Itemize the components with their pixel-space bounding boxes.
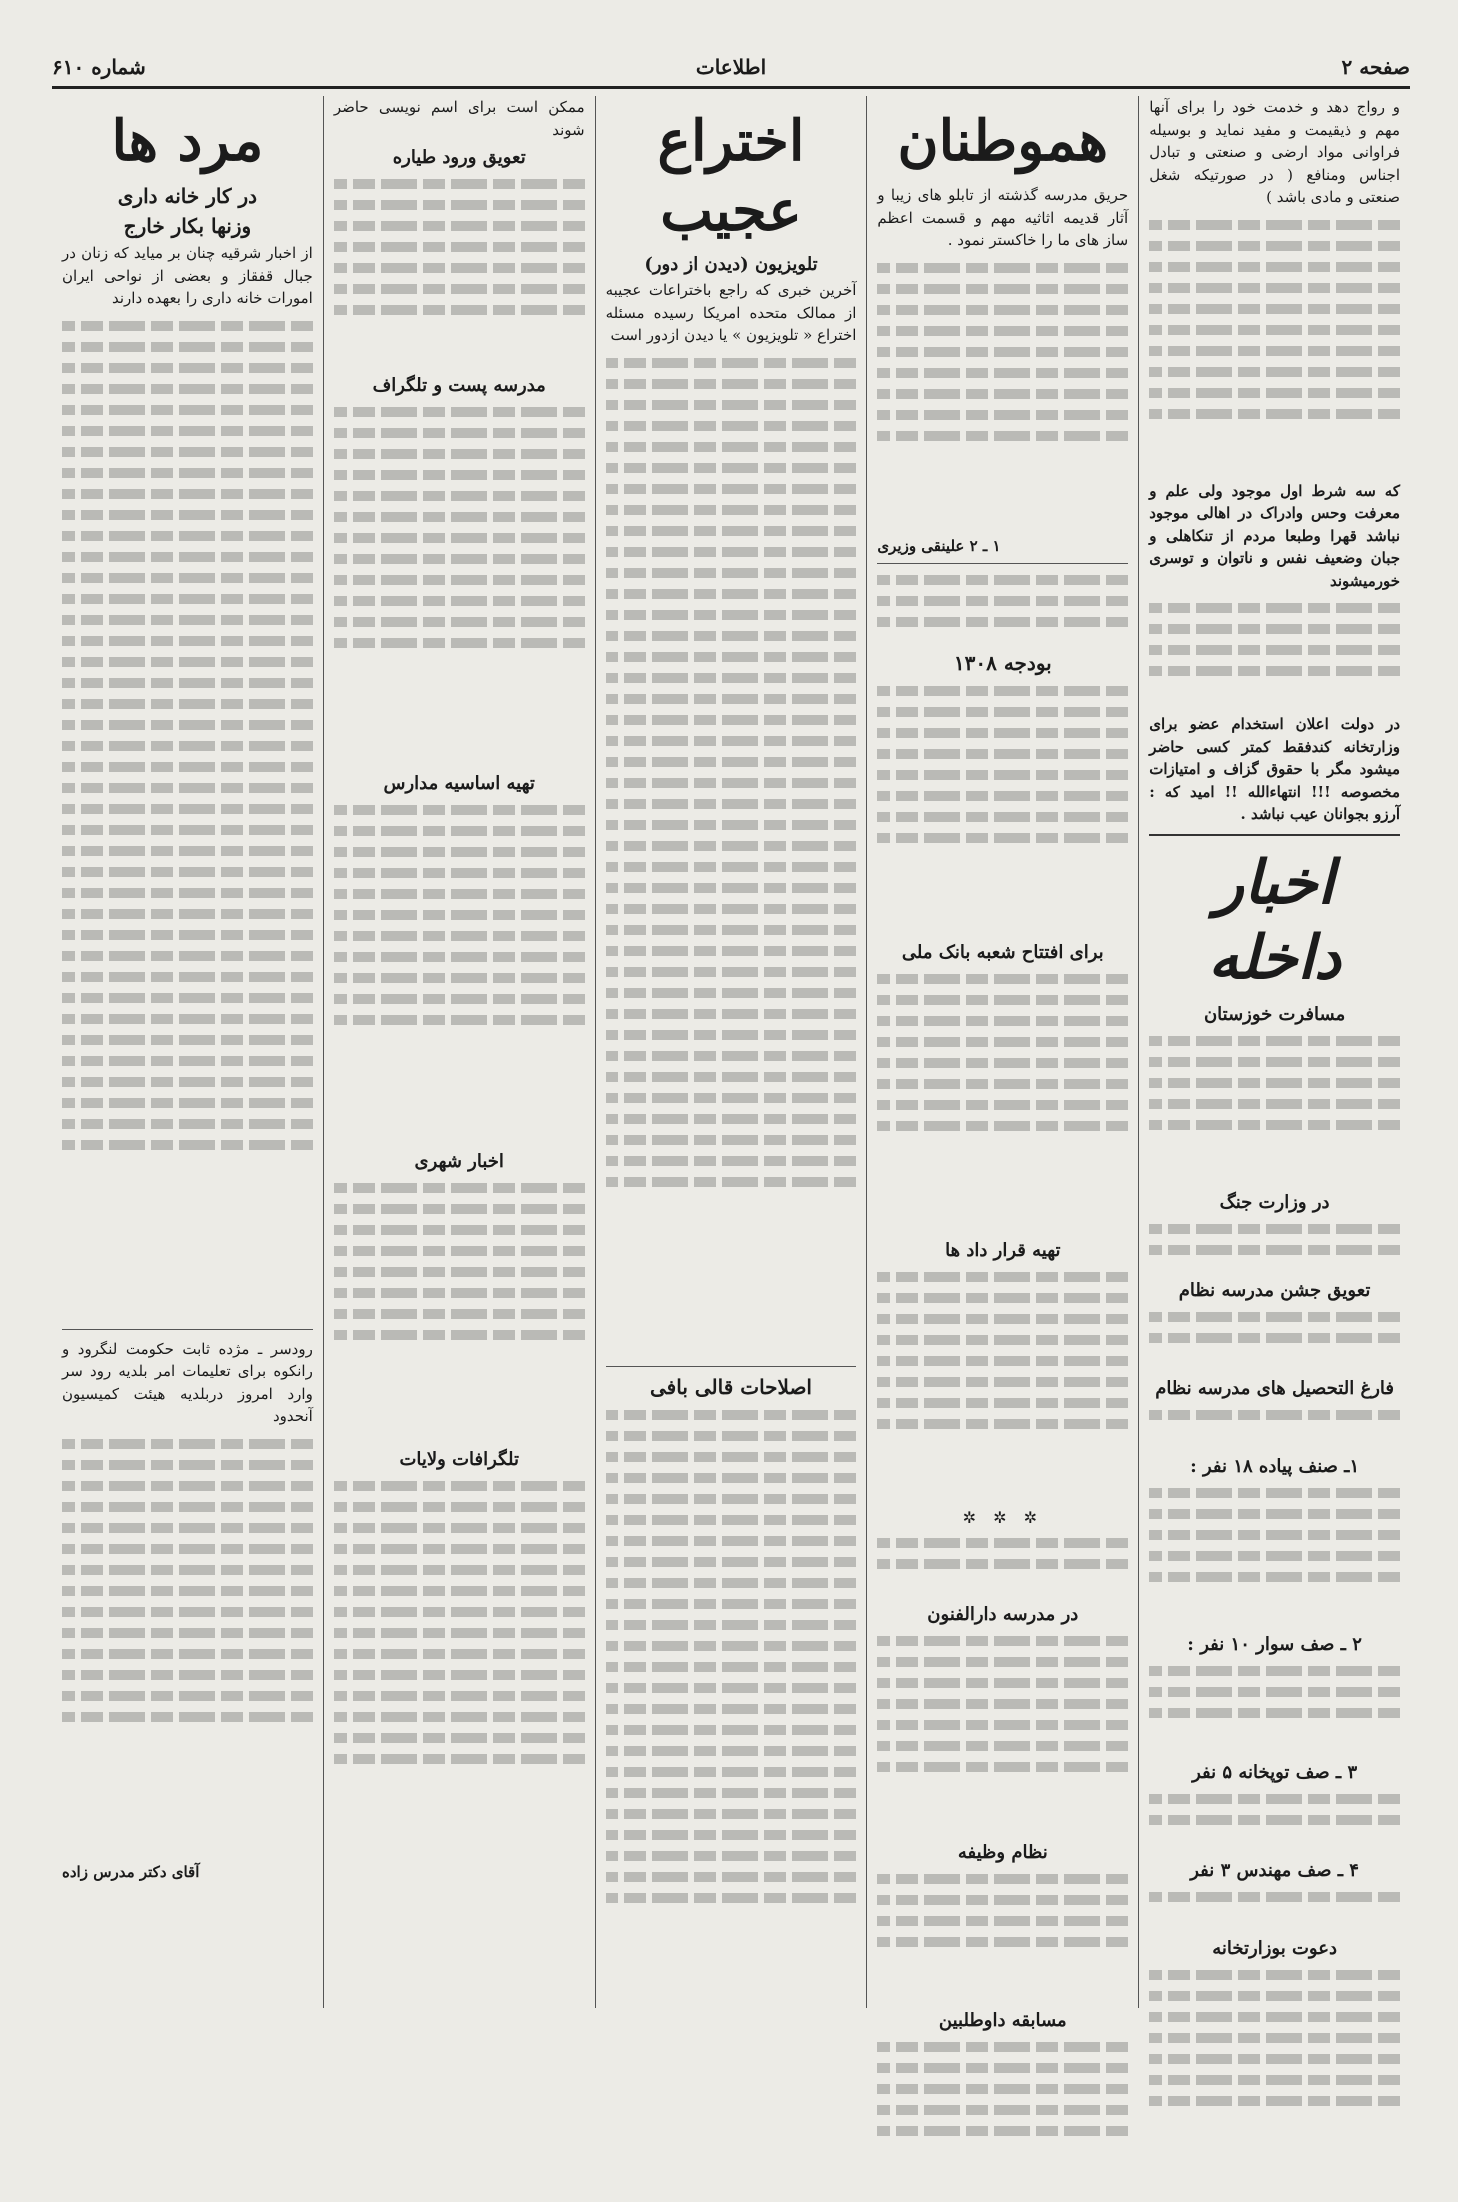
divider	[1149, 834, 1400, 836]
col2-text-block-7	[877, 1636, 1128, 1836]
col1-text-block	[1149, 220, 1400, 480]
headline-men: مرد ها	[111, 108, 264, 174]
subheading-television: تلویزیون (دیدن از دور)	[644, 254, 818, 275]
subheading-airplane-delay: تعویق ورود طیاره	[392, 147, 526, 168]
column-2	[866, 96, 1138, 2031]
signature-modarres-zadeh: آقای دکتر مدرس زاده	[62, 1862, 200, 1881]
subheading-women-outside-work: وزنها بکار خارج	[123, 214, 252, 238]
col5-text-block-2	[62, 1439, 313, 1859]
subheading-infantry: ۱ـ صنف پیاده ۱۸ نفر :	[1190, 1455, 1360, 1477]
col1-text-block-6	[1149, 1410, 1400, 1450]
col5-bottom-article: رودسر ـ مژده ثابت حکومت لنگرود و رانکوه برای تعلیمات امر بلدیه رود سر وارد امروز دربلدیه هیئت کمیسیون آنحدود	[62, 1339, 313, 1425]
subheading-conscription: نظام وظیفه	[957, 1841, 1048, 1863]
subheading-national-bank: برای افتتاح شعبه بانک ملی	[901, 941, 1104, 963]
subheading-engineers: ۴ ـ صف مهندس ۳ نفر	[1190, 1859, 1359, 1881]
col2-text-block-6	[877, 1538, 1128, 1598]
subheading-housekeeping: در کار خانه داری	[117, 184, 258, 208]
col2-intro: حریق مدرسه گذشته از تابلو های زیبا و آثار قدیمه اثاثیه مهم و قسمت اعظم ساز های ما را خاکستر نمود .	[877, 186, 1129, 249]
subheading-graduates: فارغ التحصیل های مدرسه نظام	[1155, 1377, 1394, 1399]
subheading-budget: بودجه ۱۳۰۸	[953, 650, 1052, 675]
col1-text-block-7	[1149, 1488, 1400, 1628]
issue-number: شماره ۶۱۰	[52, 55, 146, 79]
col3-intro: آخرین خبری که راجع باختراعات عجیبه از ممالک متحده امریکا رسیده مسئله اختراع « تلویزیون » یا دیدن ازدور است	[605, 281, 857, 344]
column-3	[595, 96, 867, 2008]
col4-text-block-5	[334, 1481, 585, 1901]
col1-intro: و رواج دهد و خدمت خود را برای آنها مهم و ذیقیمت و مفید نماید و بوسیله فراوانی مواد ارضی و صنعتی و تبادل اجناس ومنافع ( در صورتیکه شغل صنعتی و مادی باشد )	[1149, 98, 1400, 206]
subheading-military-school: تعویق جشن مدرسه نظام	[1178, 1279, 1371, 1301]
subheading-cavalry: ۲ ـ صف سوار ۱۰ نفر :	[1187, 1633, 1362, 1655]
col3-text-block	[606, 358, 857, 1358]
headline-strange-invention: اختراع عجیب	[657, 108, 805, 244]
col4-text-block	[334, 179, 585, 369]
col1-text-block-11	[1149, 1970, 1400, 2170]
col2-text-block-8	[877, 1874, 1128, 2004]
col1-text-block-5	[1149, 1312, 1400, 1372]
col4-intro: ممکن است برای اسم نویسی حاضر شوند	[333, 98, 585, 139]
newspaper-page	[52, 48, 1410, 2031]
col1-text-block-8	[1149, 1666, 1400, 1756]
subheading-khuzestan: مسافرت خوزستان	[1203, 1003, 1346, 1025]
paper-title: اطلاعات	[695, 55, 767, 79]
subheading-contracts: تهیه قرار داد ها	[945, 1239, 1061, 1261]
col1-text-block-4	[1149, 1224, 1400, 1274]
col1-bold-paragraph-2: در دولت اعلان استخدام عضو برای وزارتخانه کندفقط کمتر کسی حاضر میشود مگر با حقوق گزاف و امتیازات مخصوصه !!! انتهاءالله !! امید که : آرزو بجوانان عیب نباشد .	[1149, 715, 1400, 823]
col4-text-block-3	[334, 805, 585, 1145]
section-stars: ✲ ✲ ✲	[962, 1507, 1043, 1527]
col1-text-block-2	[1149, 603, 1400, 713]
column-1	[1138, 96, 1410, 2008]
col1-text-block-9	[1149, 1794, 1400, 1854]
subheading-war-ministry: در وزارت جنگ	[1219, 1191, 1330, 1213]
col2-text-block-2	[877, 575, 1128, 645]
columns	[52, 96, 1410, 2031]
col5-intro: از اخبار شرقیه چنان بر میاید که زنان در جبال قفقاز و بعضی از نواحی ایران امورات خانه داری را بعهده دارند	[62, 244, 313, 307]
subheading-artillery: ۳ ـ صف توپخانه ۵ نفر	[1192, 1761, 1358, 1783]
subheading-provincial-telegrams: تلگرافات ولایات	[399, 1449, 519, 1470]
col2-text-block-5	[877, 1272, 1128, 1502]
col4-text-block-4	[334, 1183, 585, 1443]
headline-compatriots: هموطنان	[897, 108, 1109, 174]
subheading-post-telegraph-school: مدرسه پست و تلگراف	[372, 375, 546, 396]
divider	[62, 1329, 313, 1330]
subheading-volunteers-contest: مسابقه داوطلبین	[938, 2009, 1067, 2031]
divider	[877, 563, 1128, 564]
col4-text-block-2	[334, 407, 585, 767]
masthead	[52, 48, 1410, 89]
col2-text-block-3	[877, 686, 1128, 936]
section-headline-domestic-news: اخبار داخله	[1208, 847, 1341, 993]
col1-text-block-10	[1149, 1892, 1400, 1932]
subheading-city-news: اخبار شهری	[414, 1151, 504, 1172]
subheading-invitation: دعوت بوزارتخانه	[1212, 1937, 1337, 1959]
divider	[606, 1366, 857, 1367]
col2-text-block	[877, 263, 1128, 533]
subheading-carpet-reform: اصلاحات قالی بافی	[650, 1374, 812, 1399]
subheading-school-furniture: تهیه اساسیه مدارس	[383, 773, 535, 794]
col2-text-block-4	[877, 974, 1128, 1234]
column-5	[52, 96, 323, 2008]
subheading-darolfonun: در مدرسه دارالفنون	[927, 1603, 1079, 1625]
col3-text-block-2	[606, 1410, 857, 2010]
col5-text-block	[62, 321, 313, 1321]
signature-vaziri: ۱ ـ ۲ علینقی وزیری	[877, 536, 1001, 555]
col1-bold-paragraph-1: که سه شرط اول موجود ولی علم و معرفت وحس وادراک در اهالی موجود نباشد قهرا وطبعا مردم از تنکاهلی و جبان وضعیف نفس و ناتوان و توسری خورمیشوند	[1149, 481, 1400, 590]
col2-text-block-9	[877, 2042, 1128, 2202]
col1-text-block-3	[1149, 1036, 1400, 1186]
column-4	[323, 96, 595, 2008]
page-number: صفحه ۲	[1341, 55, 1410, 79]
